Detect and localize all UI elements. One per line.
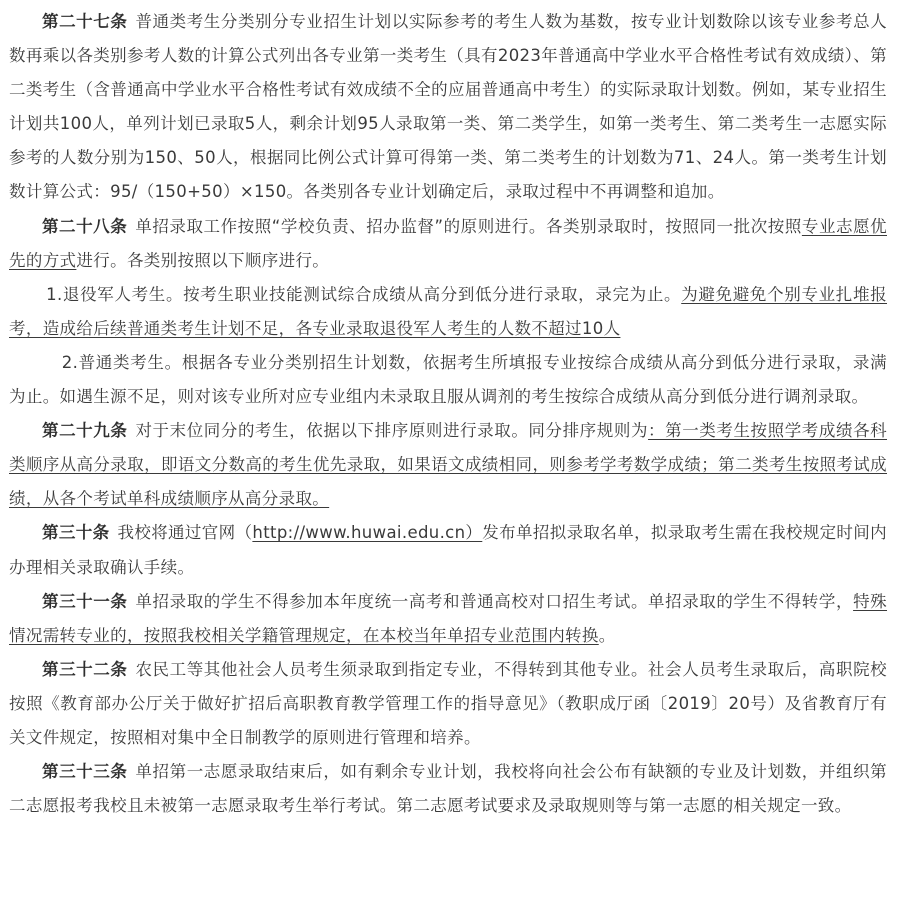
article-27-title: 第二十七条 bbox=[42, 12, 128, 31]
website-link[interactable]: http://www.huwai.edu.cn） bbox=[252, 523, 483, 543]
article-30-title: 第三十条 bbox=[42, 523, 110, 543]
article-31-text-1: 单招录取的学生不得参加本年度统一高考和普通高校对口招生考试。单招录取的学生不得转学， bbox=[135, 591, 854, 611]
article-28-item-1-text: 1.退役军人考生。按考生职业技能测试综合成绩从高分到低分进行录取，录完为止。 bbox=[46, 284, 682, 304]
article-30-text-1: 我校将通过官网（ bbox=[117, 523, 253, 543]
article-31-title: 第三十一条 bbox=[42, 591, 128, 611]
article-28-title: 第二十八条 bbox=[42, 216, 128, 236]
article-29 bbox=[9, 414, 887, 516]
article-28-item-2 bbox=[9, 346, 887, 414]
article-31-underlined: 特殊情况需转专业的，按照我校相关学籍管理规定，在本校当年单招专业范围内转换 bbox=[9, 591, 888, 645]
article-32-text: 农民工等其他社会人员考生须录取到指定专业，不得转到其他专业。社会人员考生录取后，高职院校按照《教育部办公厅关于做好扩招后高职教育教学管理工作的指导意见》（教职成厅函〔2019〕20号）及省教育厅有关文件规定，按照相对集中全日制教学的原则进行管理和培养。 bbox=[9, 659, 887, 747]
article-29-text: 对于末位同分的考生，依据以下排序原则进行录取。同分排序规则为 bbox=[135, 421, 649, 441]
article-28-item-1 bbox=[9, 278, 887, 346]
article-28-item-2-text: 2.普通类考生。根据各专业分类别招生计划数，依据考生所填报专业按综合成绩从高分到低分进行录取，录满为止。如遇生源不足，则对该专业所对应专业组内未录取且服从调剂的考生按综合成绩从高分到低分进行调剂录取。 bbox=[9, 352, 887, 407]
article-29-title: 第二十九条 bbox=[42, 421, 128, 441]
article-28-underlined: 专业志愿优先的方式 bbox=[9, 216, 887, 270]
article-31 bbox=[9, 585, 887, 653]
article-27 bbox=[9, 5, 887, 210]
article-33-title: 第三十三条 bbox=[42, 762, 128, 782]
article-29-underlined: ：第一类考生按照学考成绩各科类顺序从高分录取，即语文分数高的考生优先录取，如果语文成绩相同，则参考学考数学成绩；第二类考生按照考试成绩，从各个考试单科成绩顺序从高分录取。 bbox=[9, 421, 888, 509]
article-30-text-2: 发布单招拟录取名单，拟录取考生需在我校规定时间内办理相关录取确认手续。 bbox=[9, 523, 888, 577]
article-32-title: 第三十二条 bbox=[42, 659, 128, 679]
article-28-text-1: 单招录取工作按照“学校负责、招办监督”的原则进行。各类别录取时，按照同一批次按照 bbox=[135, 216, 802, 236]
article-28-text-2: 进行。各类别按照以下顺序进行。 bbox=[76, 250, 330, 270]
article-27-text: 普通类考生分类别分专业招生计划以实际参考的考生人数为基数，按专业计划数除以该专业参考总人数再乘以各类别参考人数的计算公式列出各专业第一类考生（具有2023年普通高中学业水平合格性考试有效成绩）、第二类考生（含普通高中学业水平合格性考试有效成绩不全的应届普通高中考生）的实际录取计划数。例如，某专业招生计划共100人，单列计划已录取5人，剩余计划95人录取第一类、第二类学生，如第一类考生、第二类考生一志愿实际参考的人数分别为150、50人，根据同比例公式计算可得第一类、第二类考生的计划数为71、24人。第一类考生计划数计算公式：95/（150+50）×150。各类别各专业计划确定后，录取过程中不再调整和追加。 bbox=[9, 12, 887, 202]
article-33-text: 单招第一志愿录取结束后，如有剩余专业计划，我校将向社会公布有缺额的专业及计划数，并组织第二志愿报考我校且未被第一志愿录取考生举行考试。第二志愿考试要求及录取规则等与第一志愿的相关规定一致。 bbox=[9, 762, 887, 816]
article-28-item-1-underlined: 为避免避免个别专业扎堆报考，造成给后续普通类考生计划不足，各专业录取退役军人考生的人数不超过10人 bbox=[9, 284, 887, 338]
article-28 bbox=[9, 210, 887, 278]
article-33 bbox=[9, 755, 887, 823]
article-31-text-2: 。 bbox=[598, 625, 616, 645]
article-32 bbox=[9, 653, 887, 755]
article-30 bbox=[9, 516, 887, 584]
